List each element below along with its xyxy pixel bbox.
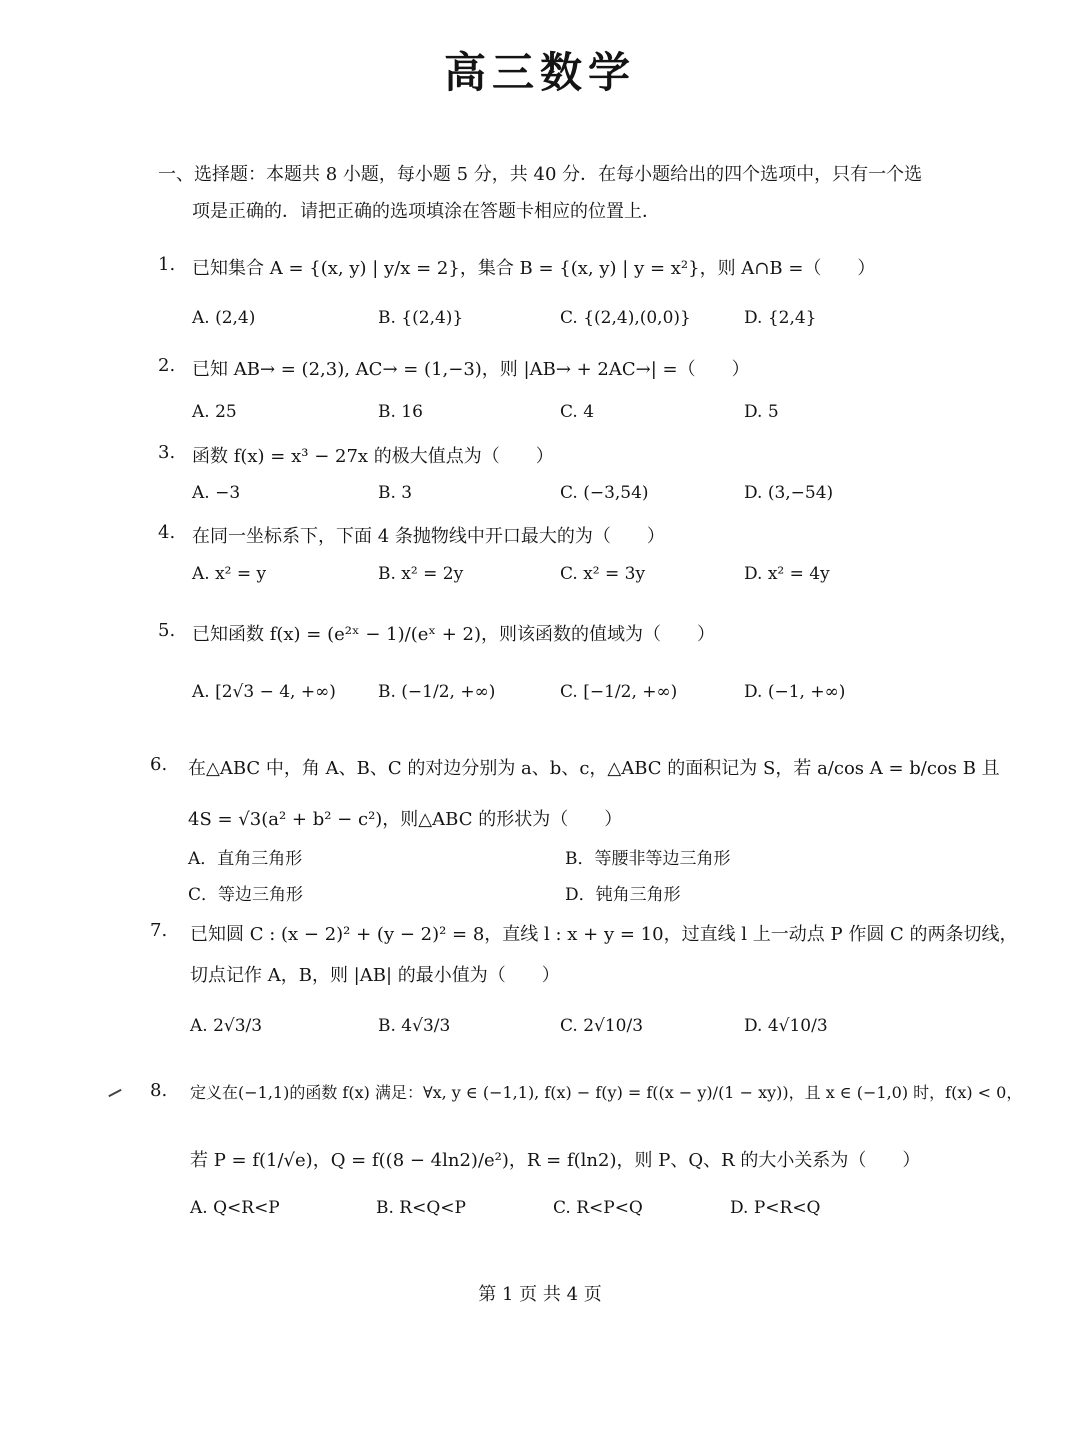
question-3-number: 3. (158, 442, 176, 463)
stray-pen-mark (108, 1089, 121, 1097)
question-6-option-a: A．直角三角形 (188, 849, 303, 869)
question-4-option-d: D. x² = 4y (744, 564, 830, 584)
question-5-option-b: B. (−1/2, +∞) (378, 682, 496, 702)
question-7-option-d: D. 4√10/3 (744, 1016, 828, 1036)
question-4-option-c: C. x² = 3y (560, 564, 646, 584)
question-6-option-c: C．等边三角形 (188, 885, 304, 905)
question-6-option-d: D．钝角三角形 (565, 885, 681, 905)
question-5-stem: 已知函数 f(x) = (e²ˣ − 1)/(eˣ + 2)，则该函数的值域为（ ） (192, 624, 715, 645)
question-4-number: 4. (158, 522, 176, 543)
question-3-option-b: B. 3 (378, 483, 413, 503)
question-2-option-c: C. 4 (560, 402, 595, 422)
question-8-stem-line2: 若 P = f(1/√e)，Q = f((8 − 4ln2)/e²)，R = f(ln2)，则 P、Q、R 的大小关系为（ ） (190, 1150, 921, 1171)
question-8-option-c: C. R<P<Q (553, 1198, 643, 1218)
question-1-option-d: D. {2,4} (744, 308, 817, 328)
question-3-stem: 函数 f(x) = x³ − 27x 的极大值点为（ ） (192, 446, 554, 467)
question-8-number: 8. (150, 1080, 168, 1101)
question-2-stem: 已知 AB→ = (2,3), AC→ = (1,−3)，则 |AB→ + 2AC→| =（ ） (192, 359, 750, 380)
question-1-number: 1. (158, 254, 176, 275)
question-5-number: 5. (158, 620, 176, 641)
section-instruction-line1: 一、选择题：本题共 8 小题，每小题 5 分，共 40 分．在每小题给出的四个选项中，只有一个选 (158, 164, 923, 185)
question-6-stem-line2: 4S = √3(a² + b² − c²)，则△ABC 的形状为（ ） (188, 809, 623, 830)
question-3-option-d: D. (3,−54) (744, 483, 834, 503)
question-7-stem-line2: 切点记作 A，B，则 |AB| 的最小值为（ ） (190, 965, 560, 986)
question-6-option-b: B．等腰非等边三角形 (565, 849, 731, 869)
question-5-option-d: D. (−1, +∞) (744, 682, 846, 702)
page-title: 高三数学 (443, 48, 636, 97)
question-7-option-c: C. 2√10/3 (560, 1016, 644, 1036)
question-7-option-b: B. 4√3/3 (378, 1016, 451, 1036)
question-4-option-b: B. x² = 2y (378, 564, 464, 584)
question-2-option-d: D. 5 (744, 402, 779, 422)
question-8-option-b: B. R<Q<P (376, 1198, 466, 1218)
question-8-option-a: A. Q<R<P (190, 1198, 280, 1218)
question-7-stem: 已知圆 C : (x − 2)² + (y − 2)² = 8，直线 l : x + y = 10，过直线 l 上一动点 P 作圆 C 的两条切线， (190, 924, 1018, 945)
question-3-option-a: A. −3 (192, 483, 241, 503)
question-2-number: 2. (158, 355, 176, 376)
question-1-option-c: C. {(2,4),(0,0)} (560, 308, 691, 328)
page-footer: 第 1 页 共 4 页 (478, 1284, 602, 1305)
question-3-option-c: C. (−3,54) (560, 483, 649, 503)
question-8-option-d: D. P<R<Q (730, 1198, 821, 1218)
question-6-stem: 在△ABC 中，角 A、B、C 的对边分别为 a、b、c，△ABC 的面积记为 S，若 a/cos A = b/cos B 且 (188, 758, 1000, 779)
question-4-option-a: A. x² = y (192, 564, 267, 584)
question-7-option-a: A. 2√3/3 (190, 1016, 263, 1036)
question-1-stem: 已知集合 A = {(x, y) | y/x = 2}，集合 B = {(x, y) | y = x²}，则 A∩B =（ ） (192, 258, 876, 279)
question-7-number: 7. (150, 920, 168, 941)
question-8-stem: 定义在(−1,1)的函数 f(x) 满足：∀x, y ∈ (−1,1), f(x) − f(y) = f((x − y)/(1 − xy))，且 x ∈ (−1,0) 时，f(x) < 0， (190, 1083, 1023, 1102)
question-5-option-a: A. [2√3 − 4, +∞) (192, 682, 336, 702)
question-5-option-c: C. [−1/2, +∞) (560, 682, 678, 702)
question-4-stem: 在同一坐标系下，下面 4 条抛物线中开口最大的为（ ） (192, 526, 665, 547)
question-2-option-b: B. 16 (378, 402, 423, 422)
question-1-option-a: A. (2,4) (192, 308, 256, 328)
question-1-option-b: B. {(2,4)} (378, 308, 464, 328)
section-instruction-line2: 项是正确的．请把正确的选项填涂在答题卡相应的位置上． (192, 201, 660, 222)
question-6-number: 6. (150, 754, 168, 775)
question-2-option-a: A. 25 (192, 402, 237, 422)
